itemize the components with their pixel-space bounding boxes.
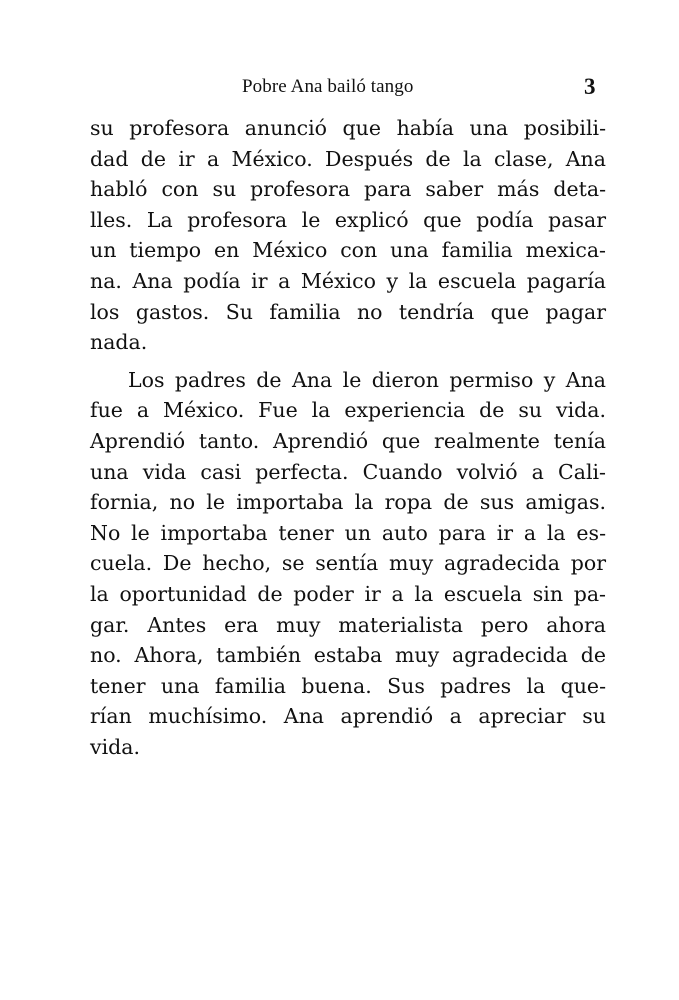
text-line: habló con su profesora para saber más deta- [90, 177, 606, 202]
text-line: no. Ahora, también estaba muy agradecida de [90, 643, 606, 668]
text-line: na. Ana podía ir a México y la escuela pagaría [90, 268, 606, 293]
body-text [90, 113, 606, 762]
page-number: 3 [584, 74, 596, 99]
text-line: fornia, no le importaba la ropa de sus amigas. [90, 490, 606, 515]
text-line: la oportunidad de poder ir a la escuela sin pa- [90, 581, 606, 606]
text-line: dad de ir a México. Después de la clase, Ana [90, 146, 606, 171]
text-line: fue a México. Fue la experiencia de su vida. [90, 398, 606, 423]
text-line: una vida casi perfecta. Cuando volvió a Cali- [90, 459, 606, 484]
text-line: lles. La profesora le explicó que podía pasar [90, 207, 606, 232]
paragraph-2 [90, 365, 606, 763]
text-line: nada. [90, 330, 148, 355]
text-line: No le importaba tener un auto para ir a la es- [90, 520, 606, 545]
text-line: tener una familia buena. Sus padres la que- [90, 673, 606, 698]
book-title: Pobre Ana bailó tango [242, 76, 414, 97]
text-line: vida. [90, 734, 140, 759]
text-line: los gastos. Su familia no tendría que pagar [90, 299, 606, 324]
text-line: gar. Antes era muy materialista pero ahora [90, 612, 606, 637]
text-line: Los padres de Ana le dieron permiso y Ana [128, 367, 606, 392]
text-line: un tiempo en México con una familia mexica- [90, 238, 606, 263]
running-head [0, 74, 679, 104]
text-line: rían muchísimo. Ana aprendió a apreciar su [90, 704, 606, 729]
paragraph-1 [90, 113, 606, 358]
text-line: cuela. De hecho, se sentía muy agradecida por [90, 551, 606, 576]
text-line: su profesora anunció que había una posibili- [90, 116, 606, 140]
text-line: Aprendió tanto. Aprendió que realmente tenía [90, 428, 606, 453]
